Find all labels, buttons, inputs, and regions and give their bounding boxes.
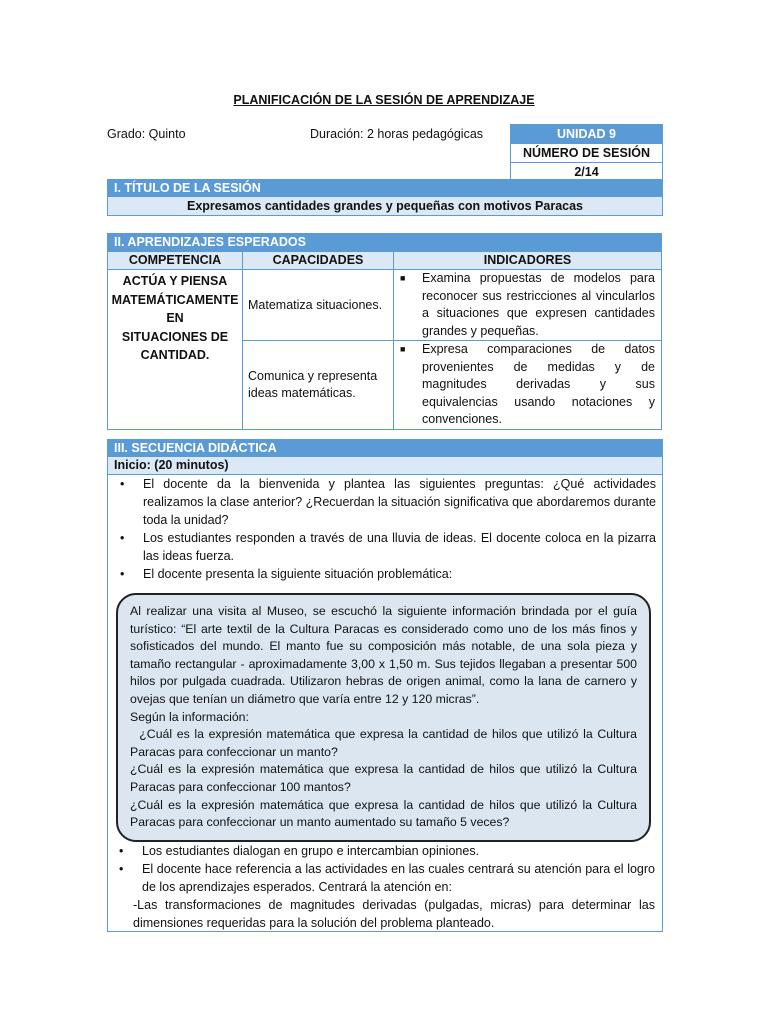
capacidad-2: Comunica y representa ideas matemáticas. <box>243 341 394 430</box>
box-question: ¿Cuál es la expresión matemática que expresa la cantidad de hilos que utilizó la Cultura Paracas para confeccionar un manto? <box>130 727 641 759</box>
col-competencia: COMPETENCIA <box>108 252 243 270</box>
document-title: PLANIFICACIÓN DE LA SESIÓN DE APRENDIZAJE <box>233 93 535 107</box>
bullet-icon: • <box>119 862 124 876</box>
list-item: • Los estudiantes dialogan en grupo e intercambian opiniones. <box>119 844 480 858</box>
unit-session-box <box>510 124 663 182</box>
box-lead: Según la información: <box>130 709 249 724</box>
section-secuencia-heading: III. SECUENCIA DIDÁCTICA <box>108 440 662 457</box>
inicio-label: Inicio: (20 minutos) <box>108 457 662 475</box>
bullet-icon: • <box>119 844 124 858</box>
competencia-line: EN <box>166 311 184 325</box>
box-question: ¿Cuál es la expresión matemática que expresa la cantidad de hilos que utilizó la Cultura Paracas para confeccionar 100 mantos? <box>130 762 637 794</box>
list-item: • El docente da la bienvenida y plantea las siguientes preguntas: ¿Qué actividades realizamos la clase anterior? ¿Recuerdan la situación significativa que abordaremos durante toda la unidad? <box>120 477 656 527</box>
competencia-line: CANTIDAD. <box>140 348 210 362</box>
bullet-icon: • <box>120 477 125 491</box>
grado-label: Grado: Quinto <box>107 127 186 141</box>
duracion-label: Duración: 2 horas pedagógicas <box>310 127 484 141</box>
numero-sesion-value: 2/14 <box>511 162 662 181</box>
competencia-line: MATEMÁTICAMENTE <box>111 292 239 307</box>
list-item: • Los estudiantes responden a través de una lluvia de ideas. El docente coloca en la pizarra las ideas fuerza. <box>120 531 656 563</box>
section-titulo <box>107 179 663 216</box>
section-titulo-heading: I. TÍTULO DE LA SESIÓN <box>108 180 662 197</box>
col-indicadores: INDICADORES <box>394 252 662 270</box>
indicador-1-text: Examina propuestas de modelos para reconocer sus restricciones al vincularlos a situaciones que expresen cantidades grandes y pequeñas. <box>422 271 655 338</box>
bullet-icon: ■ <box>400 344 406 354</box>
box-paragraph: Al realizar una visita al Museo, se escuchó la siguiente información brindada por el guía turístico: “El arte textil de la Cultura Paracas es considerado como uno de los más finos y sofisticados del mundo. El manto fue su composición más notable, de una sola pieza y tamaño rectangular - aproximadamente 3,00 x 1,50 m. Sus tejidos llegaban a presentar 500 hilos por pulgada cuadrada. Utilizaron hebras de origen animal, como la lana de carnero y ovejas que tenían un diámetro que varía entre 12 y 120 micras”. <box>130 604 637 706</box>
capacidad-1: Matematiza situaciones. <box>243 270 394 341</box>
indicador-2-text: Expresa comparaciones de datos provenientes de medidas y de magnitudes derivadas y sus equivalencias usando notaciones y convenciones. <box>422 342 655 426</box>
list-item: • El docente presenta la siguiente situación problemática: <box>120 567 453 581</box>
box-question: ¿Cuál es la expresión matemática que expresa la cantidad de hilos que utilizó la Cultura Paracas para confeccionar un manto aumentado su tamaño 5 veces? <box>130 797 637 830</box>
situacion-problematica-box <box>116 593 651 842</box>
inicio-continuation <box>107 842 661 932</box>
session-title: Expresamos cantidades grandes y pequeñas con motivos Paracas <box>108 197 662 215</box>
numero-sesion-label: NÚMERO DE SESIÓN <box>511 143 662 162</box>
inicio-points <box>108 475 662 583</box>
competencia-line: ACTÚA Y PIENSA <box>122 274 228 288</box>
aprendizajes-table <box>107 233 662 430</box>
competencia-cell <box>108 270 243 430</box>
bullet-icon: • <box>120 567 125 581</box>
bullet-icon: • <box>120 531 125 545</box>
col-capacidades: CAPACIDADES <box>243 252 394 270</box>
note-text: -Las transformaciones de magnitudes derivadas (pulgadas, micras) para determinar las dimensiones requeridas para la solución del problema planteado. <box>133 898 655 930</box>
section-aprendizajes-heading: II. APRENDIZAJES ESPERADOS <box>108 234 661 251</box>
indicador-1 <box>394 270 662 341</box>
list-item: • El docente hace referencia a las actividades en las cuales centrará su atención para el logro de los aprendizajes esperados. Centrará la atención en: <box>119 862 655 894</box>
competencia-line: SITUACIONES DE <box>121 329 229 344</box>
indicador-2 <box>394 341 662 430</box>
unidad-label: UNIDAD 9 <box>511 125 662 143</box>
bullet-icon: ■ <box>400 273 406 283</box>
